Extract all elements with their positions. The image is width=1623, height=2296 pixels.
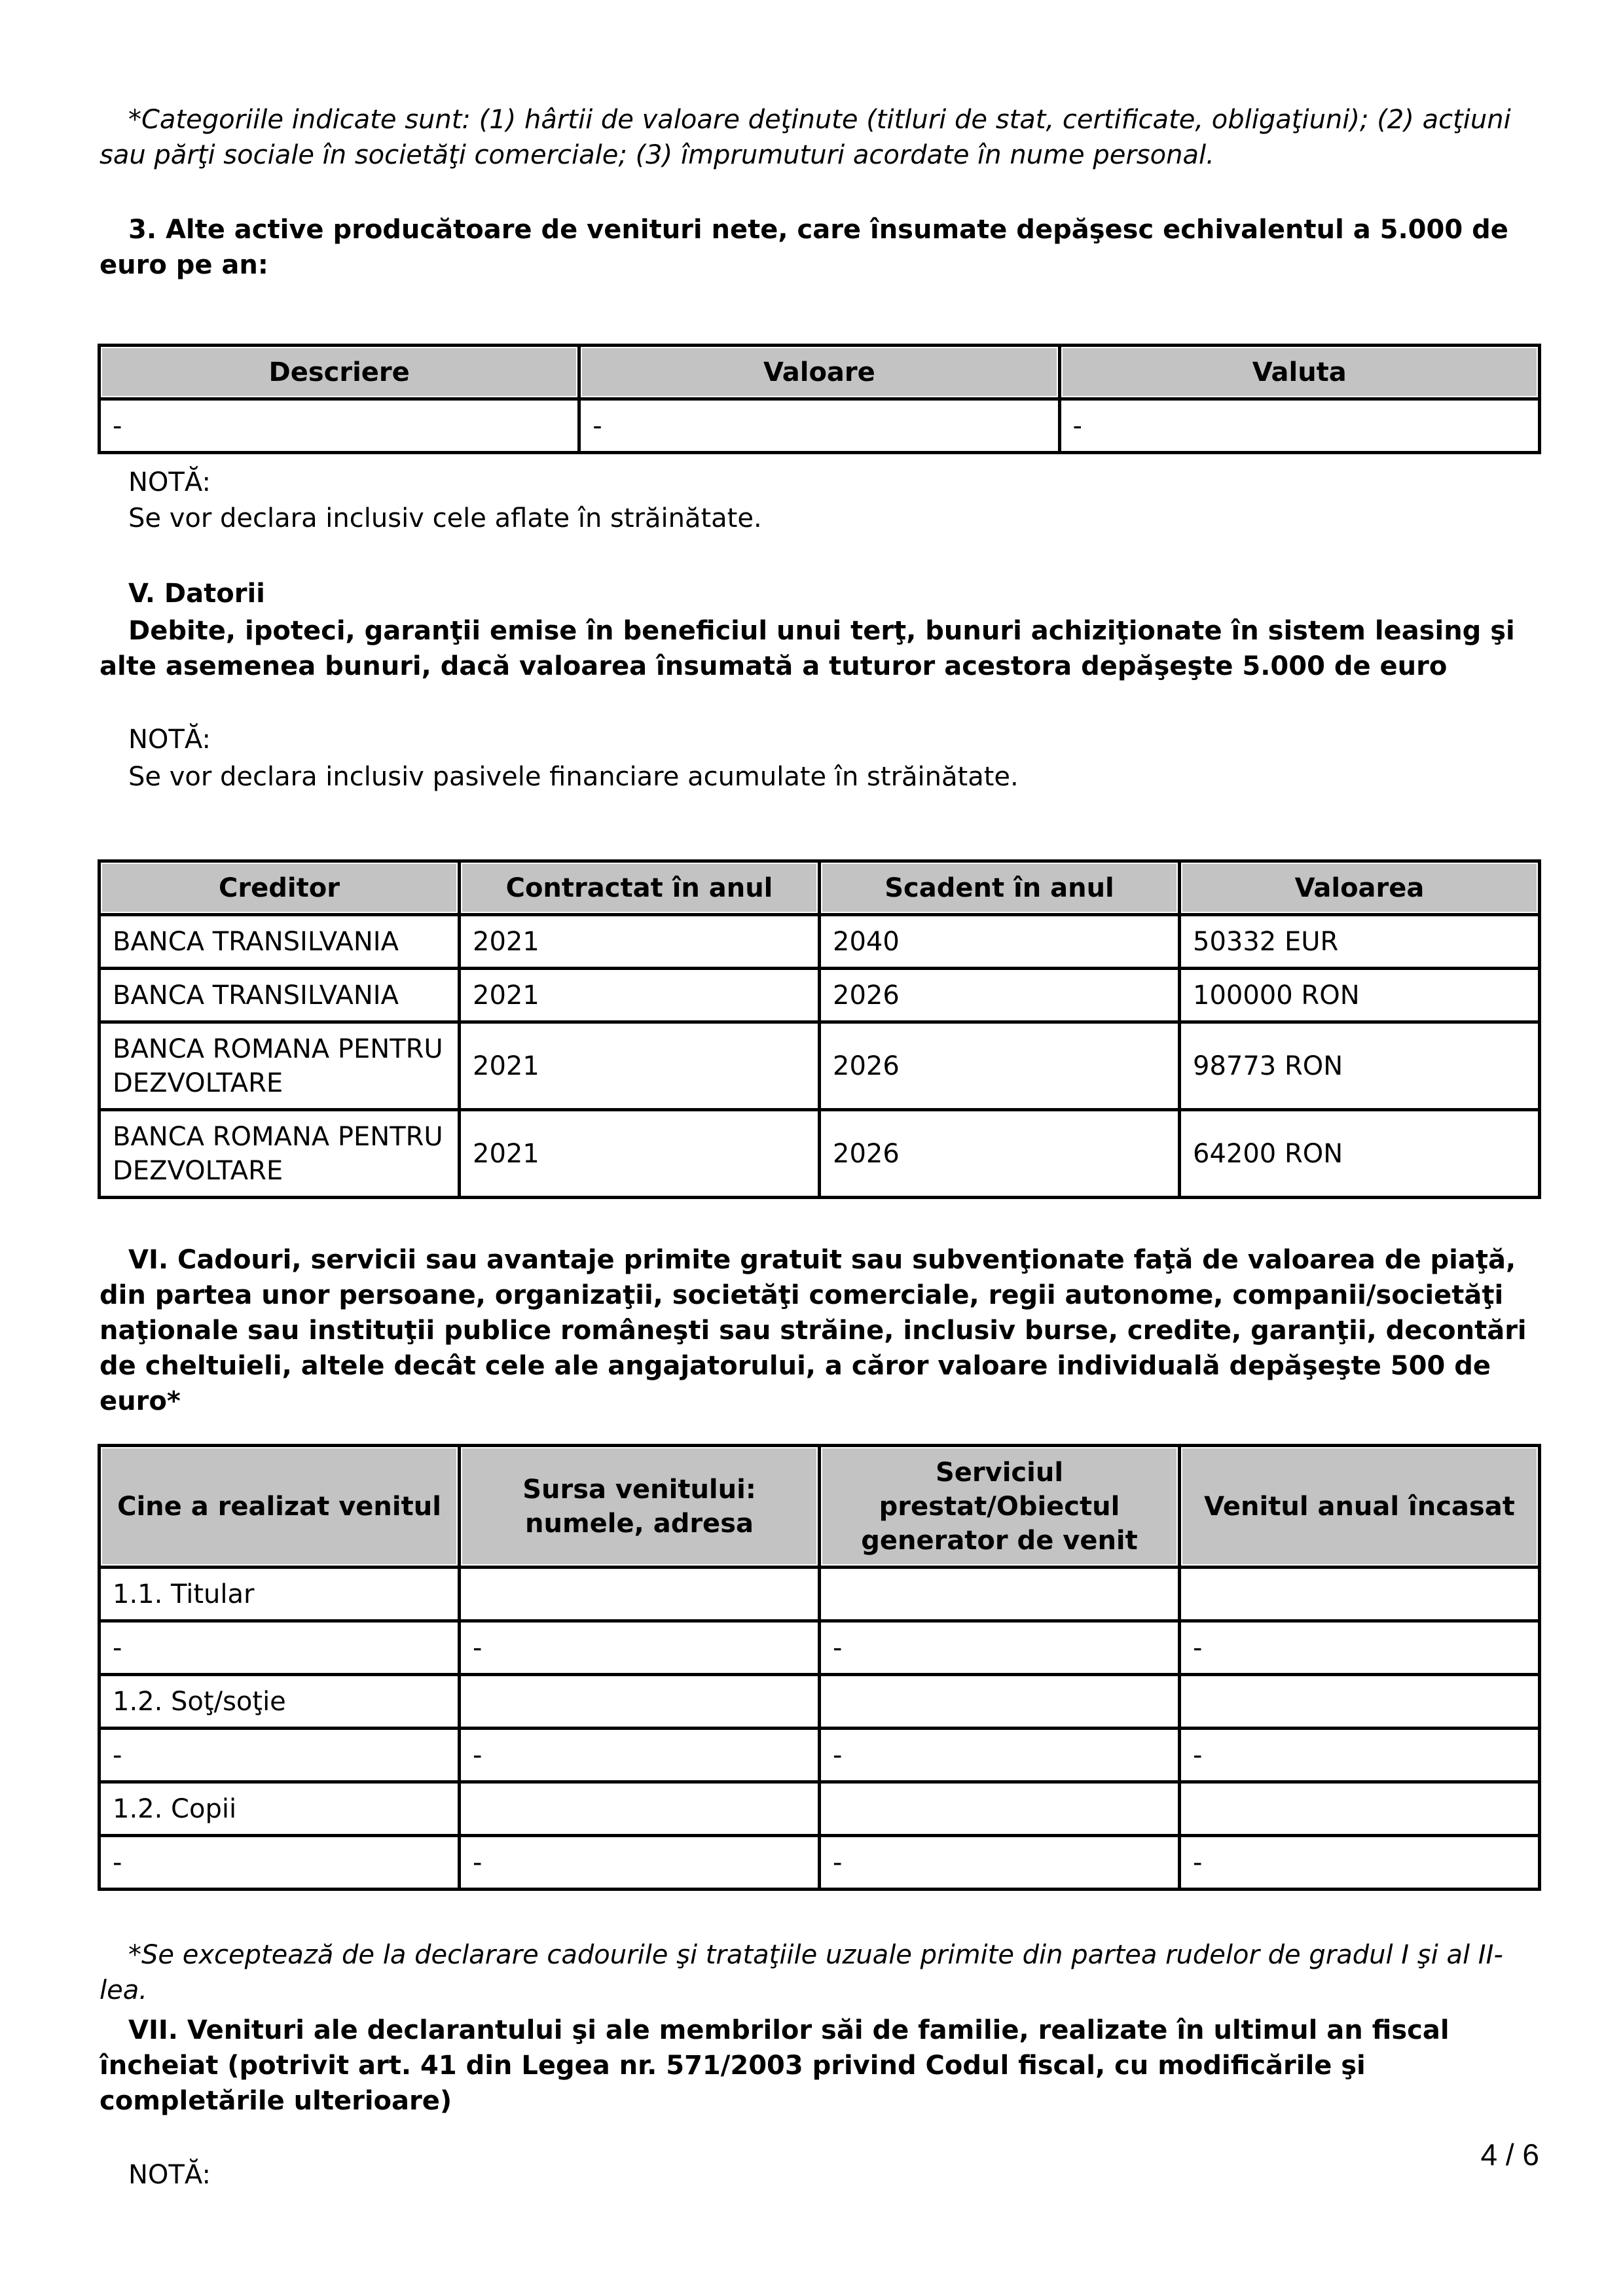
table-cell bbox=[1180, 1568, 1540, 1621]
table-row bbox=[100, 1836, 1540, 1890]
column-header: Scadent în anul bbox=[820, 861, 1180, 915]
section5-heading: Debite, ipoteci, garanţii emise în beneficiul unui terţ, bunuri achiziţionate în sistem leasing şi alte asemenea bunuri, dacă valoarea însumată a tuturor acestora depăşeşte 5.000 de euro bbox=[100, 616, 1515, 681]
table-row bbox=[100, 969, 1540, 1022]
table-row bbox=[100, 1729, 1540, 1782]
column-header: Cine a realizat venitul bbox=[100, 1446, 460, 1568]
section5-title: V. Datorii bbox=[128, 579, 265, 609]
section5-note-label: NOTĂ: bbox=[128, 725, 211, 755]
page-number: 4 / 6 bbox=[1480, 2138, 1539, 2172]
table-cell: - bbox=[460, 1836, 820, 1890]
section6-footnote: *Se exceptează de la declarare cadourile şi trataţiile uzuale primite din partea rudelor de gradul I şi al II-lea. bbox=[100, 1940, 1503, 2005]
table-row bbox=[100, 1621, 1540, 1675]
table-cell: 1.2. Soţ/soţie bbox=[100, 1675, 460, 1729]
table-cell: 2021 bbox=[460, 969, 820, 1022]
table-cell bbox=[1180, 1675, 1540, 1729]
column-header: Valoare bbox=[579, 346, 1059, 399]
section5-note-text: Se vor declara inclusiv pasivele financiare acumulate în străinătate. bbox=[128, 762, 1019, 792]
table-cell bbox=[460, 1675, 820, 1729]
table-cell: - bbox=[1180, 1621, 1540, 1675]
gifts-table bbox=[98, 1444, 1541, 1891]
table-row bbox=[100, 1110, 1540, 1198]
section3-heading: 3. Alte active producătoare de venituri nete, care însumate depăşesc echivalentul a 5.000 de euro pe an: bbox=[100, 215, 1508, 280]
table-cell: - bbox=[460, 1621, 820, 1675]
assets-table bbox=[98, 344, 1541, 454]
column-header: Venitul anual încasat bbox=[1180, 1446, 1540, 1568]
table-cell: 2026 bbox=[820, 1110, 1180, 1198]
table-cell: 1.1. Titular bbox=[100, 1568, 460, 1621]
table-header-row bbox=[100, 861, 1540, 915]
table-cell: - bbox=[1180, 1729, 1540, 1782]
table-cell: BANCA TRANSILVANIA bbox=[100, 969, 460, 1022]
table-cell bbox=[1180, 1782, 1540, 1836]
table-row bbox=[100, 915, 1540, 969]
section3-note-label: NOTĂ: bbox=[128, 467, 211, 497]
table-cell: 2021 bbox=[460, 1110, 820, 1198]
table-cell bbox=[820, 1782, 1180, 1836]
table-cell: - bbox=[100, 399, 579, 453]
categories-footnote: *Categoriile indicate sunt: (1) hârtii de valoare deţinute (titluri de stat, certificate, obligaţiuni); (2) acţiuni sau părţi sociale în societăţi comerciale; (3) împrumuturi acordate în nume personal. bbox=[100, 105, 1511, 170]
table-cell: - bbox=[460, 1729, 820, 1782]
table-cell: - bbox=[1180, 1836, 1540, 1890]
section7-heading: VII. Venituri ale declarantului şi ale membrilor săi de familie, realizate în ultimul an fiscal încheiat (potrivit art. 41 din Legea nr. 571/2003 privind Codul fiscal, cu modificările şi completările ulterioare) bbox=[100, 2015, 1450, 2116]
table-cell: 2026 bbox=[820, 1022, 1180, 1110]
table-cell bbox=[460, 1568, 820, 1621]
table-cell: 50332 EUR bbox=[1180, 915, 1540, 969]
table-cell: - bbox=[820, 1729, 1180, 1782]
table-cell: 2021 bbox=[460, 915, 820, 969]
section3-note-text: Se vor declara inclusiv cele aflate în străinătate. bbox=[128, 503, 762, 533]
table-row bbox=[100, 1675, 1540, 1729]
table-cell bbox=[820, 1568, 1180, 1621]
section7-note-label: NOTĂ: bbox=[128, 2160, 211, 2190]
table-cell: 2026 bbox=[820, 969, 1180, 1022]
section6-heading: VI. Cadouri, servicii sau avantaje primite gratuit sau subvenţionate faţă de valoarea de piaţă, din partea unor persoane, organizaţii, societăţi comerciale, regii autonome, companii/societăţi naţionale sau instituţii publice româneşti sau străine, inclusiv burse, credite, garanţii, decontări de cheltuieli, altele decât cele ale angajatorului, a căror valoare individuală depăşeşte 500 de euro* bbox=[100, 1245, 1527, 1416]
table-row bbox=[100, 1022, 1540, 1110]
table-cell: 2040 bbox=[820, 915, 1180, 969]
table-cell: 1.2. Copii bbox=[100, 1782, 460, 1836]
table-cell: - bbox=[820, 1621, 1180, 1675]
table-cell bbox=[820, 1675, 1180, 1729]
table-cell: - bbox=[100, 1729, 460, 1782]
table-cell: 2021 bbox=[460, 1022, 820, 1110]
column-header: Descriere bbox=[100, 346, 579, 399]
table-row bbox=[100, 1782, 1540, 1836]
table-cell: - bbox=[1059, 399, 1540, 453]
table-cell bbox=[460, 1782, 820, 1836]
column-header: Contractat în anul bbox=[460, 861, 820, 915]
table-row bbox=[100, 399, 1540, 453]
table-row bbox=[100, 1568, 1540, 1621]
debts-table bbox=[98, 859, 1541, 1199]
column-header: Valoarea bbox=[1180, 861, 1540, 915]
column-header: Sursa venitului: numele, adresa bbox=[460, 1446, 820, 1568]
table-cell: 98773 RON bbox=[1180, 1022, 1540, 1110]
column-header: Serviciul prestat/Obiectul generator de venit bbox=[820, 1446, 1180, 1568]
table-cell: 64200 RON bbox=[1180, 1110, 1540, 1198]
table-cell: - bbox=[579, 399, 1059, 453]
table-cell: BANCA TRANSILVANIA bbox=[100, 915, 460, 969]
table-cell: BANCA ROMANA PENTRU DEZVOLTARE bbox=[100, 1022, 460, 1110]
table-header-row bbox=[100, 346, 1540, 399]
table-cell: BANCA ROMANA PENTRU DEZVOLTARE bbox=[100, 1110, 460, 1198]
table-cell: 100000 RON bbox=[1180, 969, 1540, 1022]
column-header: Valuta bbox=[1059, 346, 1540, 399]
column-header: Creditor bbox=[100, 861, 460, 915]
table-cell: - bbox=[820, 1836, 1180, 1890]
table-cell: - bbox=[100, 1621, 460, 1675]
table-header-row bbox=[100, 1446, 1540, 1568]
table-cell: - bbox=[100, 1836, 460, 1890]
